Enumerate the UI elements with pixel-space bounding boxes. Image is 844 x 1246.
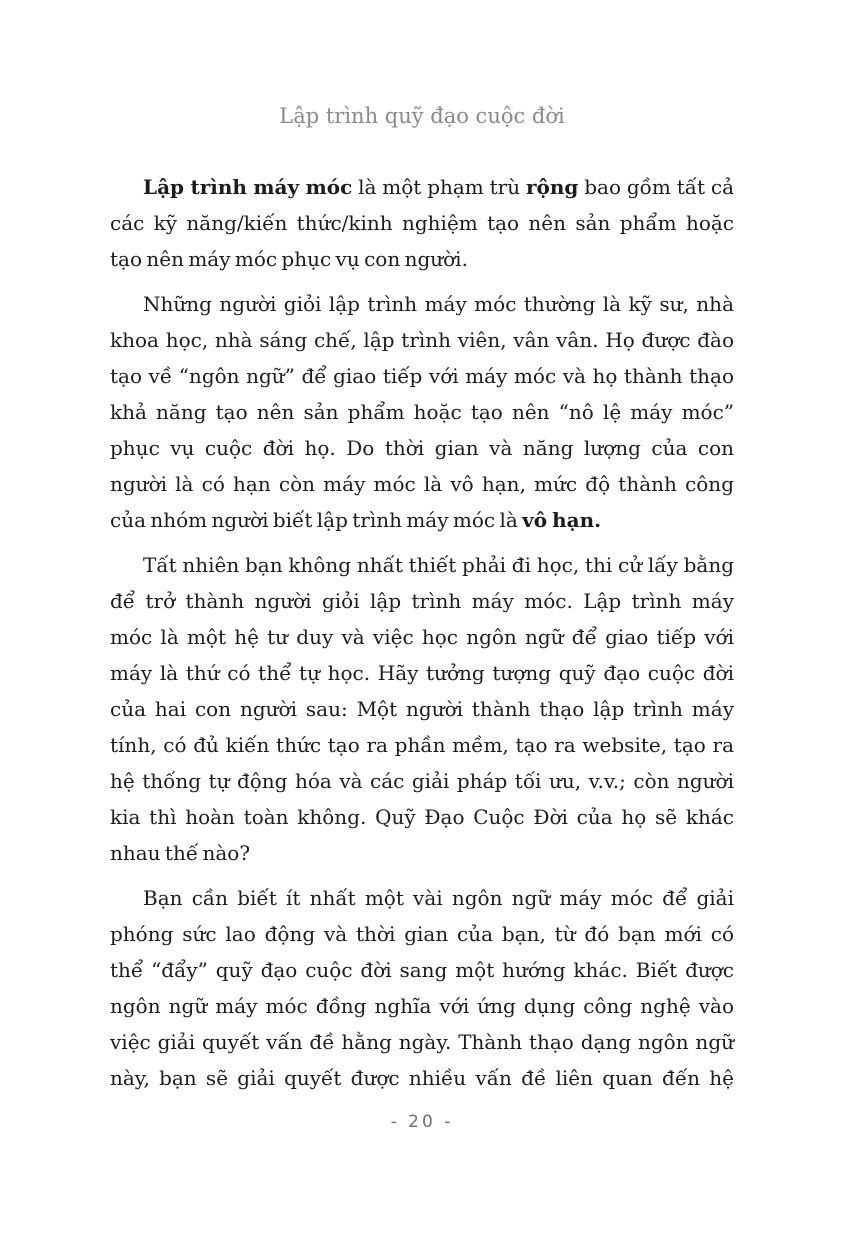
paragraph: [110, 286, 734, 538]
text-line: [110, 1060, 734, 1096]
text-segment: khoa học, nhà sáng chế, lập trình viên, vân vân. Họ được đào: [110, 328, 734, 352]
text-line: [110, 691, 734, 727]
text-segment: tạo nên máy móc phục vụ con người.: [110, 247, 468, 271]
paragraph: [110, 547, 734, 871]
text-line: [110, 880, 734, 916]
text-segment: các kỹ năng/kiến thức/kinh nghiệm tạo nên sản phẩm hoặc: [110, 211, 734, 235]
text-line: [110, 799, 734, 835]
text-segment: Tất nhiên bạn không nhất thiết phải đi học, thi cử lấy bằng: [143, 553, 734, 577]
text-segment: Những người giỏi lập trình máy móc thường là kỹ sư, nhà: [143, 292, 734, 316]
text-line: [110, 466, 734, 502]
text-line: [110, 835, 734, 871]
text-segment: hệ thống tự động hóa và các giải pháp tối ưu, v.v.; còn người: [110, 769, 734, 793]
text-line: [110, 952, 734, 988]
page-number: - 20 -: [390, 1112, 454, 1132]
text-line: [110, 763, 734, 799]
text-line: [110, 727, 734, 763]
text-segment: bao gồm tất cả: [578, 175, 734, 199]
text-segment: Bạn cần biết ít nhất một vài ngôn ngữ máy móc để giải: [143, 886, 734, 910]
text-line: [110, 430, 734, 466]
text-line: [110, 547, 734, 583]
text-segment: phóng sức lao động và thời gian của bạn, từ đó bạn mới có: [110, 922, 734, 946]
text-line: [110, 286, 734, 322]
text-segment: việc giải quyết vấn đề hằng ngày. Thành thạo dạng ngôn ngữ: [110, 1030, 734, 1054]
text-line: [110, 241, 734, 277]
text-segment: ngôn ngữ máy móc đồng nghĩa với ứng dụng công nghệ vào: [110, 994, 734, 1018]
text-segment: này, bạn sẽ giải quyết được nhiều vấn đề liên quan đến hệ: [110, 1066, 734, 1090]
text-segment: móc là một hệ tư duy và việc học ngôn ngữ để giao tiếp với: [110, 625, 734, 649]
text-line: [110, 916, 734, 952]
page-body: [110, 169, 734, 1096]
text-segment: thể “đẩy” quỹ đạo cuộc đời sang một hướng khác. Biết được: [110, 958, 734, 982]
text-segment: nhau thế nào?: [110, 841, 251, 865]
text-segment: người là có hạn còn máy móc là vô hạn, mức độ thành công: [110, 472, 734, 496]
text-line: [110, 358, 734, 394]
text-line: [110, 988, 734, 1024]
text-segment: máy là thứ có thể tự học. Hãy tưởng tượng quỹ đạo cuộc đời: [110, 661, 734, 685]
text-segment: khả năng tạo nên sản phẩm hoặc tạo nên “nô lệ máy móc”: [110, 400, 734, 424]
bold-text-segment: Lập trình máy móc: [143, 175, 353, 199]
bold-text-segment: vô hạn.: [522, 508, 602, 532]
text-segment: để trở thành người giỏi lập trình máy móc. Lập trình máy: [110, 589, 734, 613]
text-line: [110, 322, 734, 358]
text-segment: kia thì hoàn toàn không. Quỹ Đạo Cuộc Đời của họ sẽ khác: [110, 805, 734, 829]
text-line: [110, 502, 734, 538]
text-segment: tạo về “ngôn ngữ” để giao tiếp với máy móc và họ thành thạo: [110, 364, 734, 388]
text-segment: phục vụ cuộc đời họ. Do thời gian và năng lượng của con: [110, 436, 734, 460]
text-line: [110, 394, 734, 430]
text-line: [110, 619, 734, 655]
text-line: [110, 655, 734, 691]
text-line: [110, 583, 734, 619]
text-line: [110, 205, 734, 241]
text-segment: là một phạm trù: [352, 175, 526, 199]
text-segment: của nhóm người biết lập trình máy móc là: [110, 508, 523, 532]
paragraph: [110, 169, 734, 277]
text-segment: của hai con người sau: Một người thành thạo lập trình máy: [110, 697, 734, 721]
text-line: [110, 169, 734, 205]
text-line: [110, 1024, 734, 1060]
bold-text-segment: rộng: [525, 175, 579, 199]
running-header-title: Lập trình quỹ đạo cuộc đời: [279, 104, 565, 128]
text-segment: tính, có đủ kiến thức tạo ra phần mềm, tạo ra website, tạo ra: [110, 733, 734, 757]
paragraph: [110, 880, 734, 1096]
